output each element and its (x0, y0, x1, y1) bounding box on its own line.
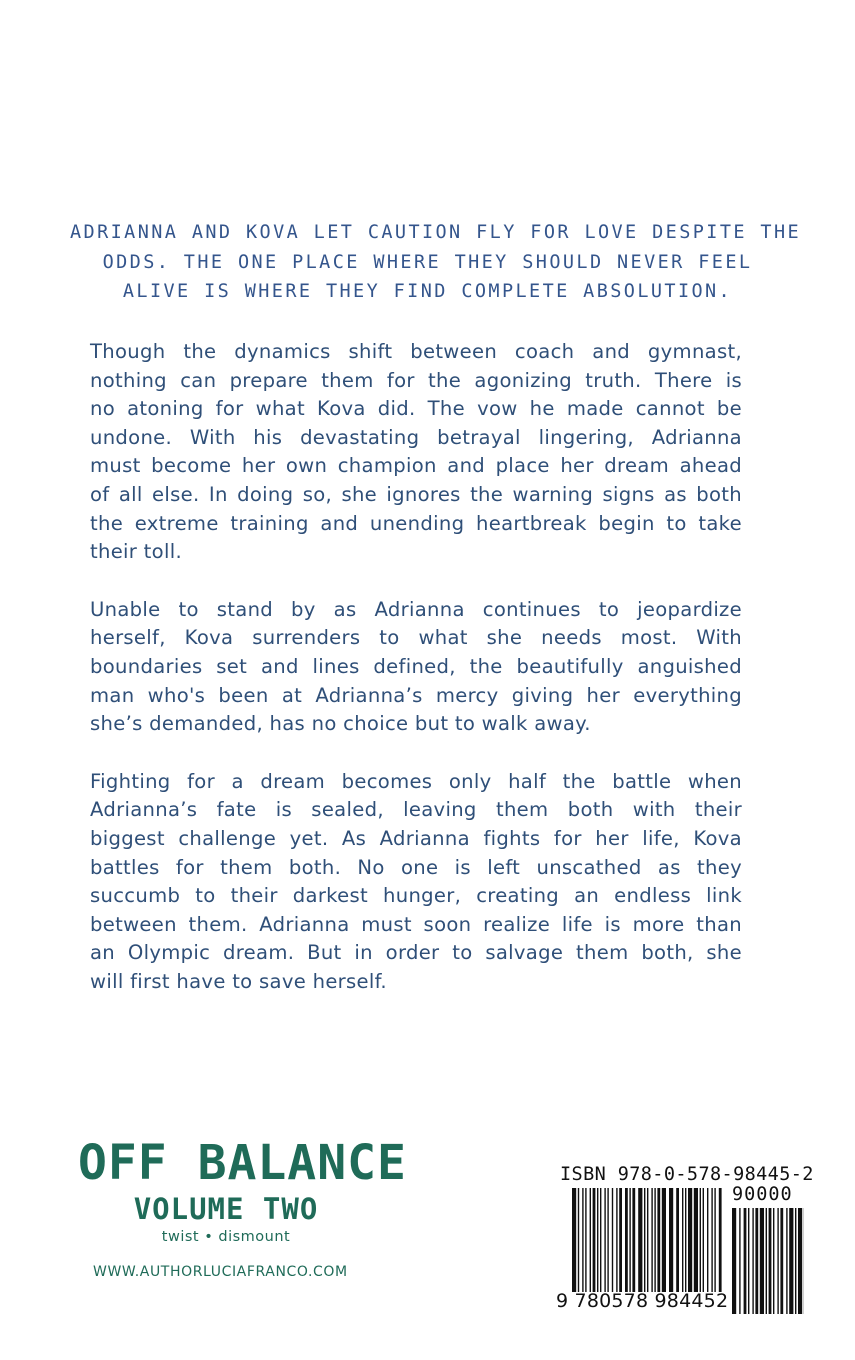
barcode-bar (612, 1188, 613, 1292)
barcode-bar (657, 1188, 660, 1292)
series-title: OFF BALANCE (78, 1135, 407, 1191)
blurb-paragraph-2 (90, 596, 742, 739)
barcode-bar (632, 1188, 635, 1292)
price-code: 90000 (732, 1184, 793, 1205)
barcode-bar (798, 1208, 802, 1314)
barcode-bar (714, 1188, 715, 1292)
barcode-bar (703, 1188, 704, 1292)
barcode-bar (777, 1208, 778, 1314)
tagline-line: ADRIANNA AND KOVA LET CAUTION FLY FOR LOVE DESPITE THE (70, 222, 802, 243)
blurb-line: no atoning for what Kova did. The vow he made cannot be (90, 397, 742, 421)
tagline-line: ODDS. THE ONE PLACE WHERE THEY SHOULD NEVER FEEL (102, 251, 753, 273)
barcode-bar (789, 1208, 793, 1314)
blurb-line: Though the dynamics shift between coach and gymnast, (90, 340, 742, 363)
barcode-bar (578, 1188, 579, 1292)
barcode-bar (585, 1188, 586, 1292)
series-subtitle: twist • dismount (161, 1229, 291, 1245)
barcode-bar (597, 1188, 598, 1292)
blurb-line: will first have to save herself. (90, 969, 387, 993)
blurb-line: between them. Adrianna must soon realize life is more than (90, 912, 742, 936)
barcode-bar (644, 1188, 645, 1292)
blurb-line: nothing can prepare them for the agonizing truth. There is (90, 368, 742, 392)
blurb-line: succumb to their darkest hunger, creating an endless link (90, 884, 742, 908)
barcode-bar (625, 1188, 628, 1292)
blurb-line: man who's been at Adrianna’s mercy giving her everything (90, 683, 742, 707)
barcode-bar (732, 1208, 736, 1314)
barcode-bar (629, 1188, 630, 1292)
blurb-line: battles for them both. No one is left unscathed as they (90, 855, 742, 879)
barcode-bar (682, 1188, 683, 1292)
barcode-bar (700, 1188, 701, 1292)
barcode-bar (619, 1188, 622, 1292)
blurb-line: Adrianna’s fate is sealed, leaving them both with their (90, 798, 742, 822)
barcode-bar (572, 1188, 576, 1292)
blurb-line: of all else. In doing so, she ignores the warning signs as both (90, 482, 742, 506)
isbn-label: ISBN 978-0-578-98445-2 (560, 1164, 814, 1185)
author-website: WWW.AUTHORLUCIAFRANCO.COM (93, 1264, 348, 1280)
barcode-bar (739, 1208, 740, 1314)
barcode-bar (600, 1188, 601, 1292)
barcode-bar (766, 1208, 767, 1314)
barcode-bar (773, 1208, 774, 1314)
blurb-line: an Olympic dream. But in order to salvage them both, she (90, 941, 742, 965)
barcode-bar (748, 1208, 749, 1314)
barcode-bar (786, 1208, 787, 1314)
blurb-line: she’s demanded, has no choice but to walk away. (90, 712, 591, 736)
series-volume: VOLUME TWO (133, 1192, 319, 1226)
tagline-line: ALIVE IS WHERE THEY FIND COMPLETE ABSOLUTION. (122, 281, 733, 302)
barcode-bar (669, 1188, 673, 1292)
isbn-barcode (556, 1164, 814, 1314)
blurb-line: herself, Kova surrenders to what she needs most. With (90, 626, 742, 650)
blurb-paragraph-1 (90, 338, 742, 567)
blurb-line: Unable to stand by as Adrianna continues to jeopardize (90, 597, 742, 621)
blurb-line: the extreme training and unending heartbreak begin to take (90, 511, 742, 535)
blurb-paragraph-3 (90, 768, 742, 997)
barcode-bar (607, 1188, 608, 1292)
barcode-bar (688, 1188, 692, 1292)
barcode-bar (780, 1208, 783, 1314)
barcode-bar (590, 1188, 591, 1292)
blurb-line: biggest challenge yet. As Adrianna fights for her life, Kova (90, 826, 742, 850)
barcode-bar (685, 1188, 686, 1292)
barcode-bar (582, 1188, 583, 1292)
barcode-bar (647, 1188, 648, 1292)
barcode-bar (662, 1188, 666, 1292)
barcode-bar (604, 1188, 605, 1292)
blurb-line: Fighting for a dream becomes only half the battle when (90, 769, 742, 793)
barcode-bar (638, 1188, 642, 1292)
blurb-line: undone. With his devastating betrayal lingering, Adrianna (90, 425, 742, 449)
barcode-bar (676, 1188, 679, 1292)
blurb-line: their toll. (90, 540, 182, 564)
barcode-bar (707, 1188, 708, 1292)
barcode-bar (711, 1188, 712, 1292)
barcode-bar (616, 1188, 617, 1292)
barcode-bar (744, 1208, 747, 1314)
blurb-line: must become her own champion and place her dream ahead (90, 454, 742, 478)
barcode-digits: 9 780578 984452 (556, 1290, 729, 1312)
barcode-bar (593, 1188, 596, 1292)
tagline (70, 218, 802, 307)
barcode-bar (760, 1208, 764, 1314)
barcode-bar (795, 1208, 796, 1314)
barcode-bar (752, 1208, 753, 1314)
barcode-bar (651, 1188, 652, 1292)
barcode-bar (755, 1208, 758, 1314)
barcode-bar (694, 1188, 698, 1292)
barcode-bar (654, 1188, 655, 1292)
barcode-bar (719, 1188, 722, 1292)
series-logo (78, 1135, 407, 1248)
blurb (90, 338, 742, 1025)
blurb-line: boundaries set and lines defined, the beautifully anguished (90, 654, 742, 678)
barcode-bar (769, 1208, 772, 1314)
